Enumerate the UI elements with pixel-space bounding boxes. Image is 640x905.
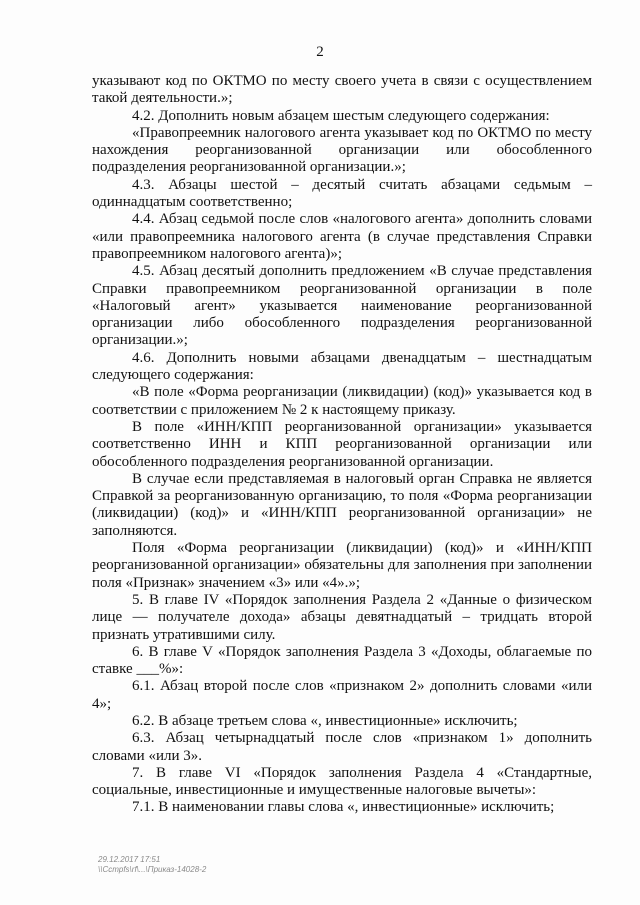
paragraph: 4.5. Абзац десятый дополнить предложением «В случае представления Справки правопреемником реорганизованной организации в поле «Налоговый агент» указывается наименование реорганизованной организации либо обособленного подразделения реорганизованной организации.»; [92, 263, 592, 349]
paragraph: «В поле «Форма реорганизации (ликвидации) (код)» указывается код в соответствии с приложением № 2 к настоящему приказу. [92, 384, 592, 418]
paragraph: В поле «ИНН/КПП реорганизованной организации» указывается соответственно ИНН и КПП реорганизованной организации или обособленного подразделения реорганизованной организации. [92, 418, 592, 470]
paragraph: указывают код по ОКТМО по месту своего учета в связи с осуществлением такой деятельности.»; [92, 73, 592, 107]
document-body [92, 73, 592, 817]
paragraph: 4.4. Абзац седьмой после слов «налогового агента» дополнить словами «или правопреемника налогового агента (в случае представления Справки правопреемником налогового агента)»; [92, 211, 592, 262]
paragraph: 5. В главе IV «Порядок заполнения Раздела 2 «Данные о физическом лице — получателе дохода» абзацы девятнадцатый – тридцать второй признать утратившими силу. [92, 591, 592, 643]
paragraph: 6.2. В абзаце третьем слова «, инвестиционные» исключить; [132, 712, 518, 729]
paragraph: Поля «Форма реорганизации (ликвидации) (код)» и «ИНН/КПП реорганизованной организации» обязательны для заполнения при заполнении поля «Признак» значением «3» или «4».»; [92, 540, 592, 591]
paragraph: «Правопреемник налогового агента указывает код по ОКТМО по месту нахождения реорганизованной организации или обособленного подразделения реорганизованной организации.»; [92, 124, 592, 176]
paragraph: В случае если представляемая в налоговый орган Справка не является Справкой за реорганизованную организацию, то поля «Форма реорганизации (ликвидации) (код)» и «ИНН/КПП реорганизованной организации» не заполняются. [92, 470, 592, 539]
paragraph: 4.2. Дополнить новым абзацем шестым следующего содержания: [132, 107, 550, 124]
paragraph: 7.1. В наименовании главы слова «, инвестиционные» исключить; [132, 799, 555, 816]
paragraph: 4.3. Абзацы шестой – десятый считать абзацами седьмым – одиннадцатым соответственно; [92, 176, 592, 211]
footer-timestamp: 29.12.2017 17:51 [98, 855, 161, 864]
page-number: 2 [316, 44, 324, 60]
footer-file-path: \\Ccmpfs\rf\...\Приказ-14028-2 [98, 865, 207, 874]
document-footer [98, 855, 206, 875]
paragraph: 6.3. Абзац четырнадцатый после слов «признаком 1» дополнить словами «или 3». [92, 730, 592, 764]
paragraph: 4.6. Дополнить новыми абзацами двенадцатым – шестнадцатым следующего содержания: [92, 349, 592, 384]
paragraph: 6. В главе V «Порядок заполнения Раздела 3 «Доходы, облагаемые по ставке ___%»: [92, 643, 592, 678]
paragraph: 7. В главе VI «Порядок заполнения Раздела 4 «Стандартные, социальные, инвестиционные и имущественные налоговые вычеты»: [92, 764, 592, 799]
paragraph: 6.1. Абзац второй после слов «признаком 2» дополнить словами «или 4»; [92, 678, 592, 712]
